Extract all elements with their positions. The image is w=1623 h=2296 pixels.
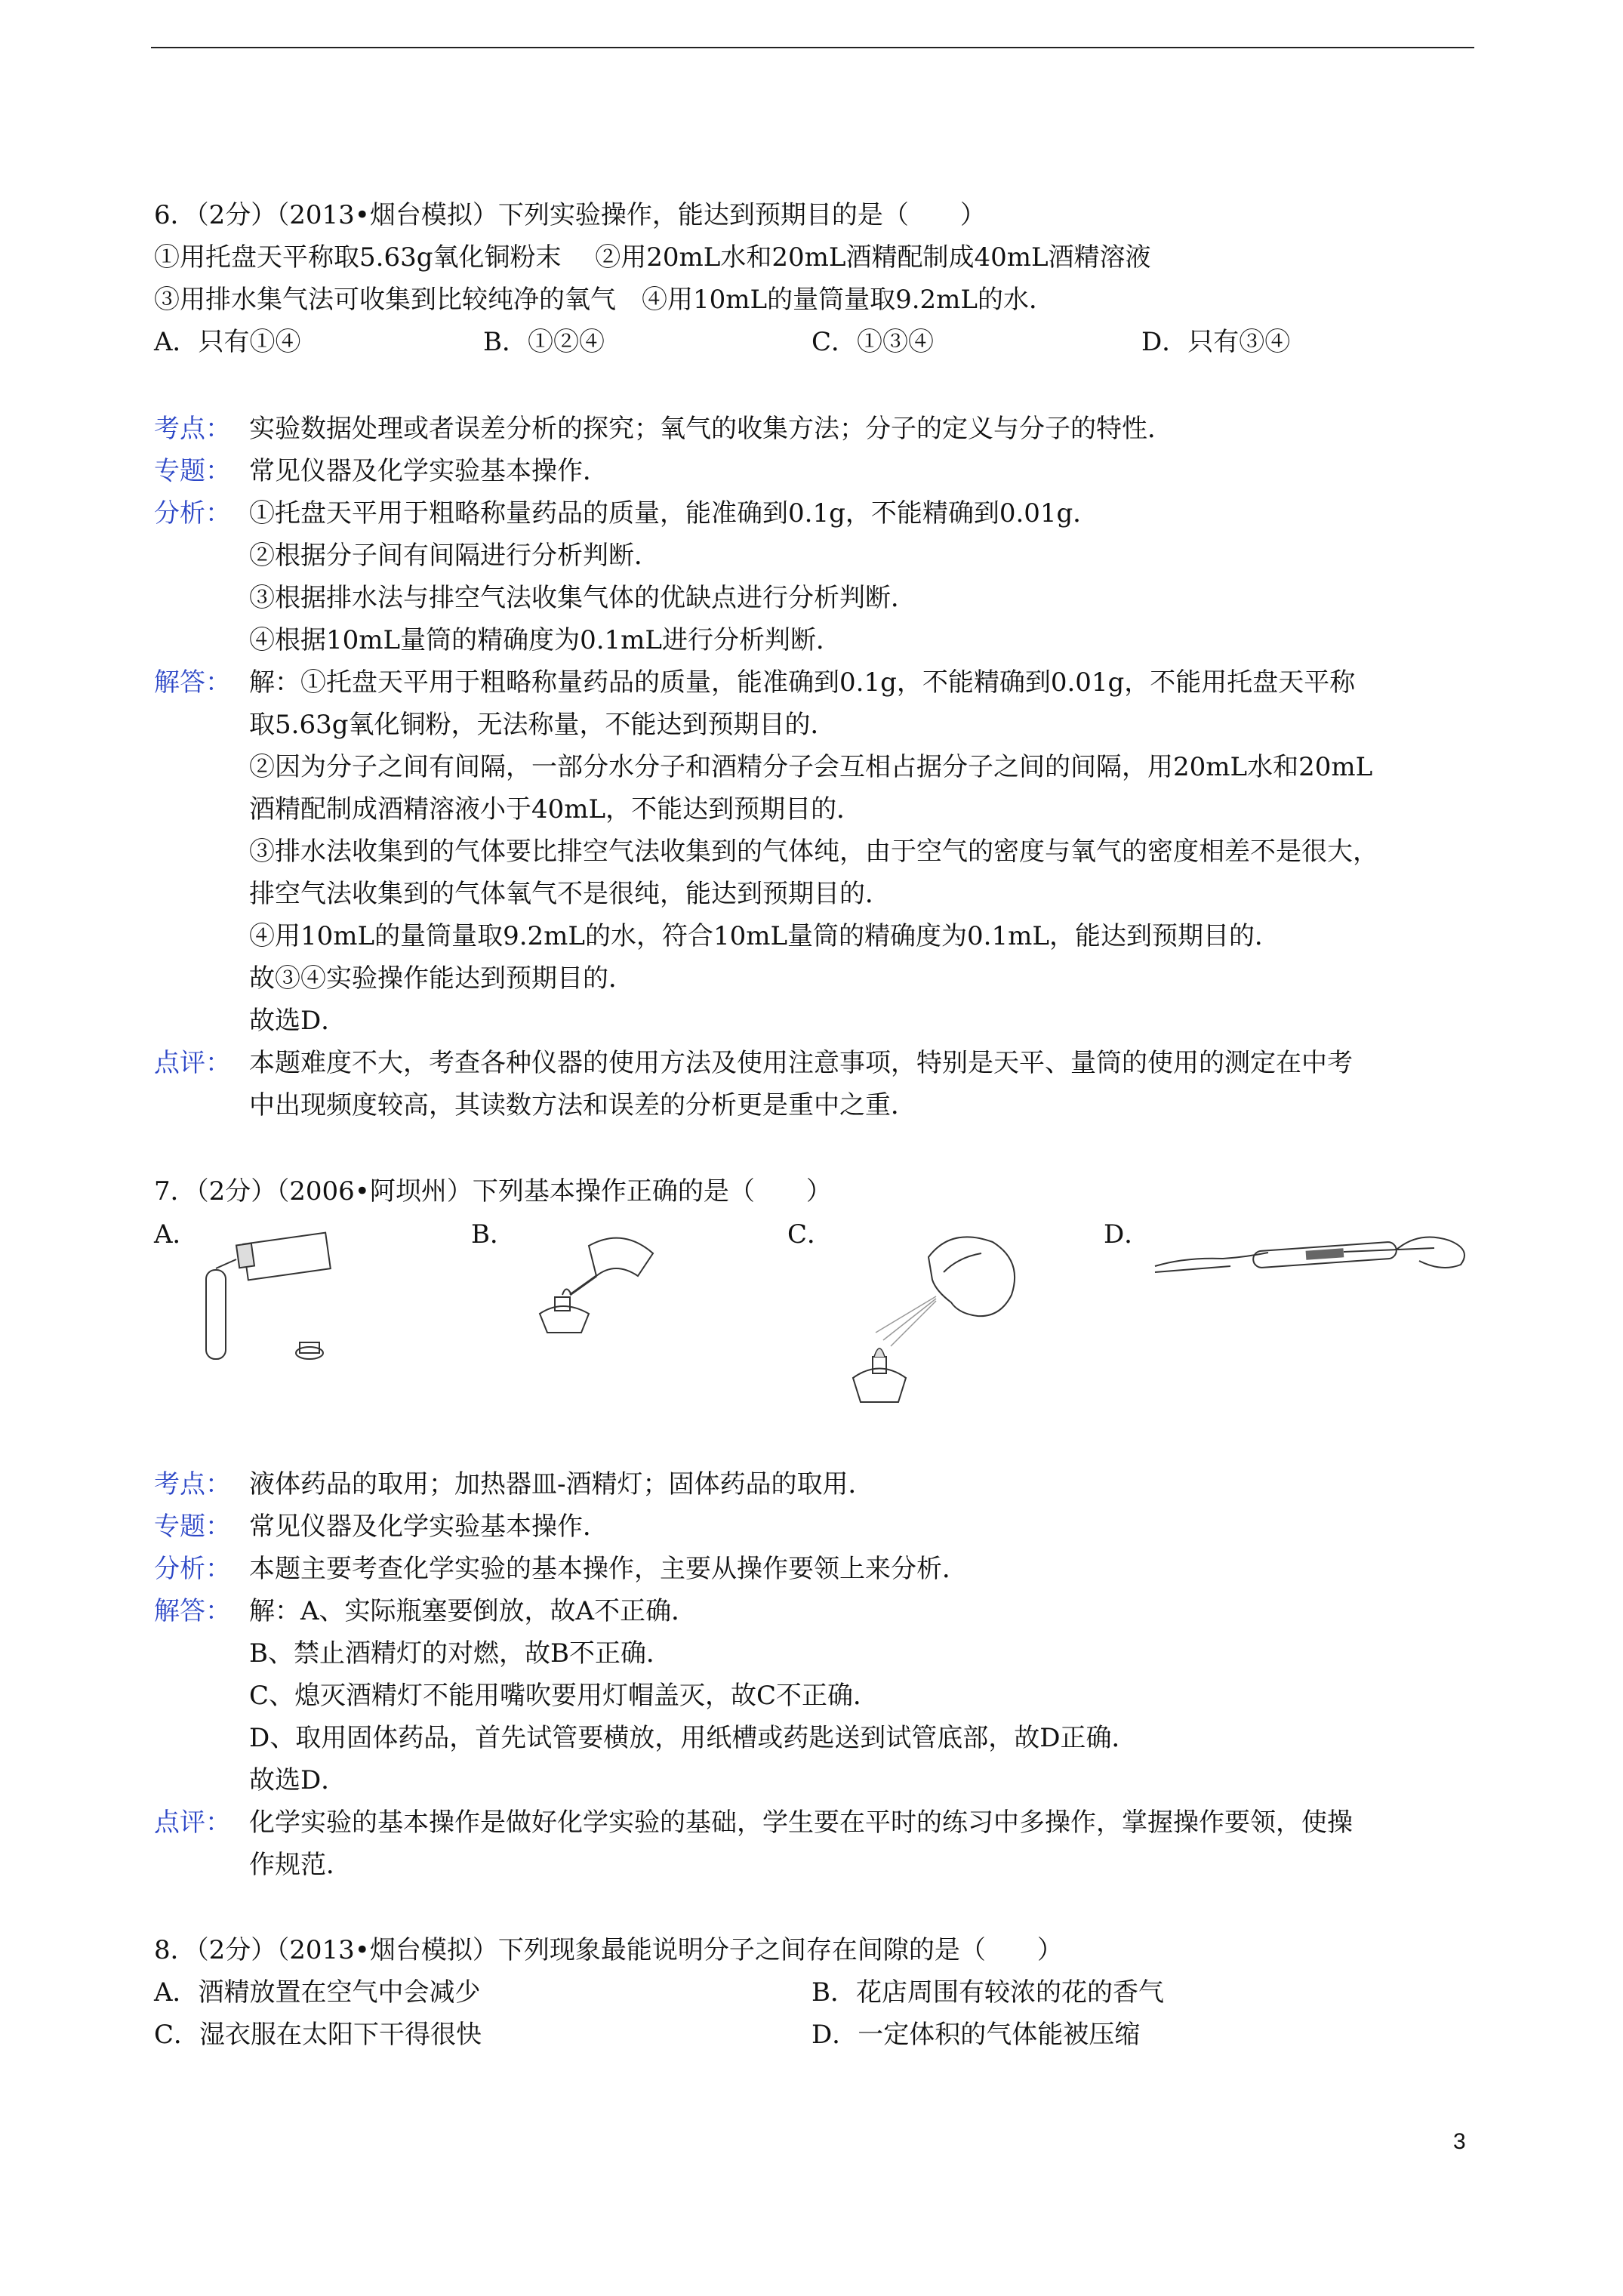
header-rule (151, 47, 1474, 48)
q6-jieda-6: 排空气法收集到的气体氧气不是很纯，能达到预期目的． (249, 879, 891, 909)
q6-jieda-5: ③排水法收集到的气体要比排空气法收集到的气体纯，由于空气的密度与氧气的密度相差不是很大， (249, 837, 1378, 867)
figure-c-blowing-out-lamp (830, 1227, 1027, 1404)
q7-zhuanti: 常见仪器及化学实验基本操作． (249, 1512, 608, 1542)
q6-jieda-3: ②因为分子之间有间隔，一部分水分子和酒精分子会互相占据分子之间的间隔，用20mL水和20mL (249, 752, 1373, 782)
q6-jieda-8: 故③④实验操作能达到预期目的． (249, 963, 634, 994)
q7-jieda-2: B、禁止酒精灯的对燃，故B不正确． (249, 1638, 672, 1669)
q7-fig-label-c: C． (787, 1219, 833, 1250)
q6-fenxi-4: ④根据10mL量筒的精确度为0.1mL进行分析判断． (249, 625, 842, 655)
q8-choice-a: A．酒精放置在空气中会减少 (154, 1977, 481, 2008)
q6-jieda-2: 取5.63g氧化铜粉，无法称量，不能达到预期目的． (249, 710, 836, 740)
q6-zhuanti: 常见仪器及化学实验基本操作． (249, 456, 608, 486)
q6-choice-b: B．①②④ (483, 327, 605, 357)
q7-fig-label-d: D． (1104, 1219, 1150, 1250)
q6-dianping-label: 点评： (154, 1048, 231, 1078)
q6-dianping-1: 本题难度不大，考查各种仪器的使用方法及使用注意事项，特别是天平、量筒的使用的测定在中考 (249, 1048, 1353, 1078)
q6-jieda-label: 解答： (154, 667, 231, 698)
figure-a-pouring-liquid (192, 1223, 351, 1367)
q6-jieda-9: 故选D． (249, 1006, 347, 1036)
q7-dianping-1: 化学实验的基本操作是做好化学实验的基础，学生要在平时的练习中多操作，掌握操作要领，使操 (249, 1808, 1353, 1838)
q6-choice-a: A．只有①④ (154, 327, 301, 357)
q7-fenxi: 本题主要考查化学实验的基本操作，主要从操作要领上来分析． (249, 1554, 968, 1584)
q7-dianping-2: 作规范． (249, 1850, 352, 1880)
q6-fenxi-1: ①托盘天平用于粗略称量药品的质量，能准确到0.1g，不能精确到0.01g． (249, 498, 1099, 529)
q6-kaodian: 实验数据处理或者误差分析的探究；氧气的收集方法；分子的定义与分子的特性． (249, 414, 1173, 444)
q6-fenxi-2: ②根据分子间有间隔进行分析判断． (249, 541, 660, 571)
q6-stem: 6．（2分）（2013•烟台模拟）下列实验操作，能达到预期目的是（ ） (154, 200, 986, 230)
q7-fig-label-a: A． (154, 1219, 199, 1250)
q8-choice-d: D．一定体积的气体能被压缩 (812, 2020, 1141, 2050)
page-number: 3 (1453, 2129, 1466, 2154)
q6-dianping-2: 中出现频度较高，其读数方法和误差的分析更是重中之重． (249, 1090, 916, 1120)
q7-fenxi-label: 分析： (154, 1554, 231, 1584)
q6-options-line1: ①用托盘天平称取5.63g氧化铜粉末 ②用20mL水和20mL酒精配制成40mL酒精溶液 (154, 242, 1151, 273)
q8-choice-c: C．湿衣服在太阳下干得很快 (154, 2020, 482, 2050)
q7-jieda-4: D、取用固体药品，首先试管要横放，用纸槽或药匙送到试管底部，故D正确． (249, 1723, 1138, 1753)
q6-jieda-7: ④用10mL的量筒量取9.2mL的水，符合10mL量筒的精确度为0.1mL，能达到预期目的． (249, 921, 1280, 951)
q8-choice-b: B．花店周围有较浓的花的香气 (812, 1977, 1164, 2008)
q6-choice-d: D．只有③④ (1141, 327, 1291, 357)
q6-fenxi-label: 分析： (154, 498, 231, 529)
q7-jieda-5: 故选D． (249, 1765, 347, 1795)
q6-jieda-1: 解：①托盘天平用于粗略称量药品的质量，能准确到0.1g，不能精确到0.01g，不能用托盘天平称 (249, 667, 1356, 698)
q7-fig-label-b: B． (471, 1219, 516, 1250)
q7-jieda-3: C、熄灭酒精灯不能用嘴吹要用灯帽盖灭，故C不正确． (249, 1681, 879, 1711)
q6-kaodian-label: 考点： (154, 414, 231, 444)
q7-stem: 7．（2分）（2006•阿坝州）下列基本操作正确的是（ ） (154, 1176, 832, 1207)
q6-zhuanti-label: 专题： (154, 456, 231, 486)
q7-jieda-1: 解：A、实际瓶塞要倒放，故A不正确． (249, 1596, 698, 1626)
figure-d-horizontal-test-tube (1155, 1227, 1472, 1287)
q7-kaodian: 液体药品的取用；加热器皿-酒精灯；固体药品的取用． (249, 1469, 874, 1499)
q8-stem: 8．（2分）（2013•烟台模拟）下列现象最能说明分子之间存在间隙的是（ ） (154, 1935, 1063, 1965)
figure-b-alcohol-lamps (517, 1223, 668, 1336)
q7-kaodian-label: 考点： (154, 1469, 231, 1499)
q6-options-line2: ③用排水集气法可收集到比较纯净的氧气 ④用10mL的量筒量取9.2mL的水． (154, 285, 1055, 315)
q7-zhuanti-label: 专题： (154, 1512, 231, 1542)
q6-fenxi-3: ③根据排水法与排空气法收集气体的优缺点进行分析判断． (249, 583, 916, 613)
q7-dianping-label: 点评： (154, 1808, 231, 1838)
q7-jieda-label: 解答： (154, 1596, 231, 1626)
q6-choice-c: C．①③④ (812, 327, 935, 357)
q6-jieda-4: 酒精配制成酒精溶液小于40mL，不能达到预期目的． (249, 794, 863, 824)
